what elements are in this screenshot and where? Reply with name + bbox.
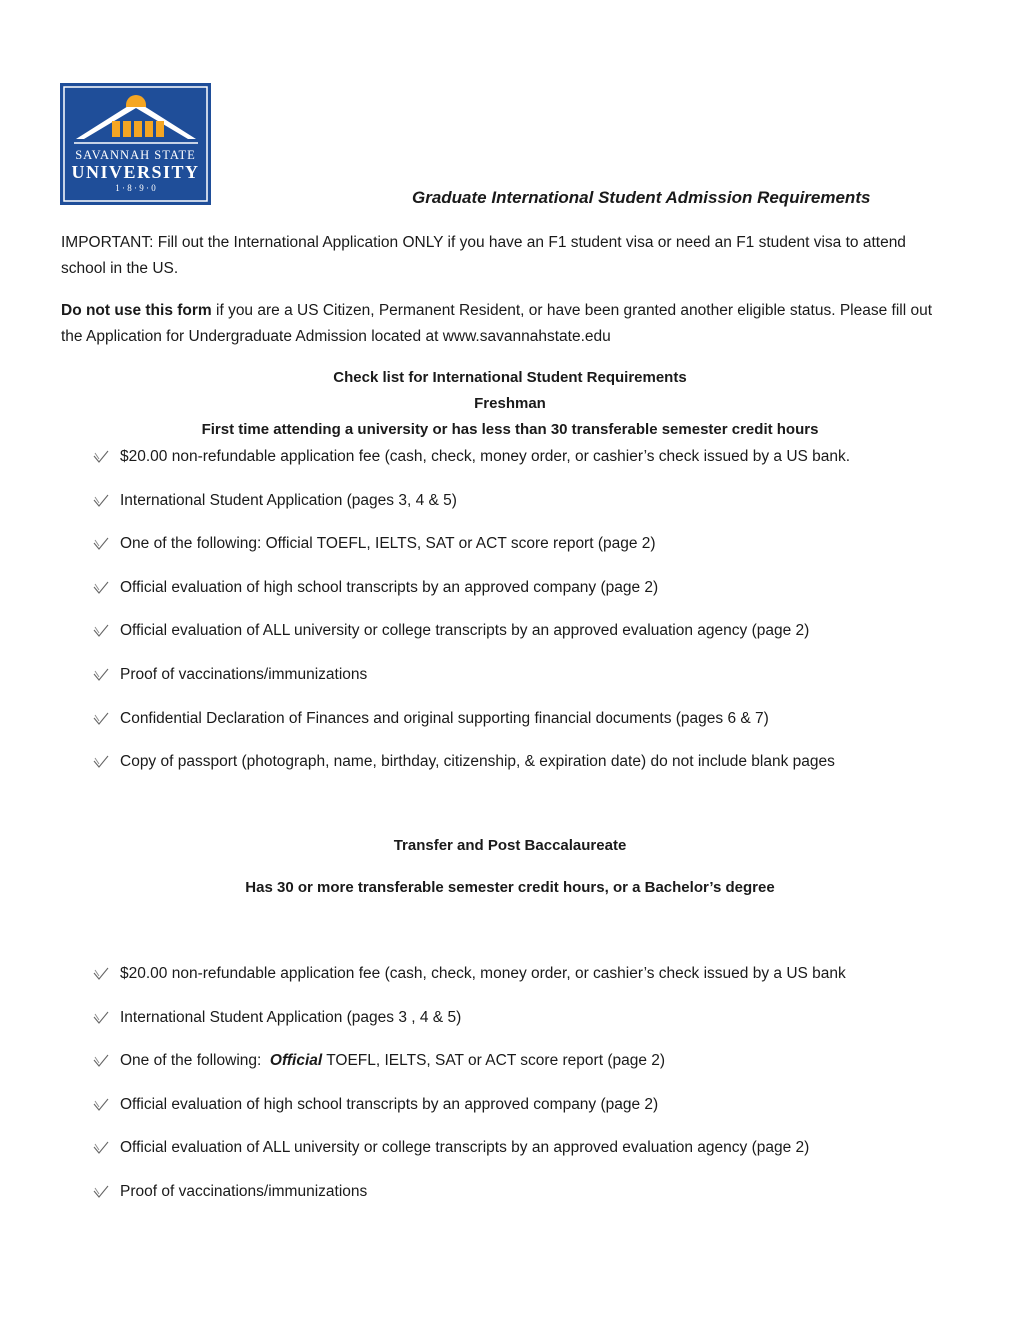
- checklist-item: [93, 490, 457, 512]
- item-suffix: TOEFL, IELTS, SAT or ACT score report (page 2): [322, 1052, 666, 1070]
- checkmark-icon: [93, 667, 109, 683]
- checklist-heading: Check list for International Student Requirements: [333, 369, 687, 386]
- logo-year: 1 · 8 · 9 · 0: [115, 183, 156, 193]
- checklist-item-text: Official evaluation of ALL university or college transcripts by an approved evaluation agency (page 2): [120, 622, 810, 640]
- checklist-item-text: $20.00 non-refundable application fee (cash, check, money order, or cashier’s check issued by a US bank.: [120, 448, 851, 465]
- checklist-item-text: Official evaluation of high school transcripts by an approved company (page 2): [120, 1095, 659, 1113]
- checkmark-icon: [93, 711, 109, 727]
- transfer-heading: Transfer and Post Baccalaureate: [393, 837, 627, 854]
- logo-line1: SAVANNAH STATE: [75, 148, 196, 162]
- notice-bold: Do not use this form: [61, 302, 212, 319]
- checklist-item: [93, 1137, 809, 1159]
- checklist-item: [93, 1007, 461, 1029]
- checklist-item: [93, 664, 367, 686]
- checkmark-icon: [93, 1140, 109, 1156]
- checkmark-icon: [93, 754, 109, 770]
- checklist-item-text: Confidential Declaration of Finances and original supporting financial documents (pages 6 & 7): [120, 709, 769, 727]
- checkmark-icon: [93, 1010, 109, 1026]
- important-paragraph: IMPORTANT: Fill out the International Application ONLY if you have an F1 student visa or need an F1 student visa to attend school in the US.: [61, 234, 906, 277]
- freshman-heading: Freshman: [474, 395, 546, 412]
- checklist-item: [93, 1094, 658, 1116]
- checkmark-icon: [93, 1184, 109, 1200]
- checklist-item: [93, 751, 835, 773]
- notice-paragraph: [61, 298, 951, 350]
- checkmark-icon: [93, 1053, 109, 1069]
- checklist-item: [93, 533, 656, 555]
- checklist-item: [93, 1181, 367, 1203]
- item-prefix: One of the following:: [120, 1052, 270, 1070]
- page-title: Graduate International Student Admission Requirements: [412, 188, 871, 207]
- logo-line2: UNIVERSITY: [71, 162, 200, 182]
- checklist-item: [93, 620, 809, 642]
- checkmark-icon: [93, 580, 109, 596]
- checklist-item-text: Official evaluation of ALL university or college transcripts by an approved evaluation agency (page 2): [120, 1139, 810, 1157]
- checklist-item-text: Proof of vaccinations/immunizations: [120, 1183, 368, 1200]
- checkmark-icon: [93, 449, 109, 465]
- checkmark-icon: [93, 1097, 109, 1113]
- checkmark-icon: [93, 493, 109, 509]
- checkmark-icon: [93, 966, 109, 982]
- item-emphasis: Official: [269, 1052, 323, 1070]
- checklist-item-text: $20.00 non-refundable application fee (cash, check, money order, or cashier’s check issued by a US bank: [120, 965, 846, 982]
- checklist-item-text: International Student Application (pages 3 , 4 & 5): [120, 1008, 462, 1026]
- transfer-subheading: Has 30 or more transferable semester credit hours, or a Bachelor’s degree: [245, 879, 775, 896]
- checklist-item: [93, 708, 769, 730]
- notice-rest: if you are a US Citizen, Permanent Resident, or have been granted another eligible status. Please fill out the Application for Undergraduate Admission located at www.savannahstate.edu: [61, 302, 933, 345]
- university-logo: [60, 83, 211, 205]
- checklist-item: [93, 1050, 665, 1072]
- checklist-item-text: One of the following: Official TOEFL, IELTS, SAT or ACT score report (page 2): [120, 535, 656, 553]
- freshman-subheading: First time attending a university or has less than 30 transferable semester credit hours: [201, 421, 819, 438]
- checklist-item-text: [120, 1052, 665, 1070]
- checklist-item: [93, 446, 850, 468]
- checklist-item: [93, 577, 658, 599]
- checkmark-icon: [93, 536, 109, 552]
- logo-graphic: [60, 83, 211, 205]
- checkmark-icon: [93, 623, 109, 639]
- checklist-item: [93, 963, 846, 985]
- checklist-item-text: International Student Application (pages 3, 4 & 5): [120, 491, 457, 509]
- checklist-item-text: Copy of passport (photograph, name, birthday, citizenship, & expiration date) do not include blank pages: [120, 753, 835, 771]
- checklist-item-text: Official evaluation of high school transcripts by an approved company (page 2): [120, 578, 659, 596]
- checklist-item-text: Proof of vaccinations/immunizations: [120, 666, 368, 683]
